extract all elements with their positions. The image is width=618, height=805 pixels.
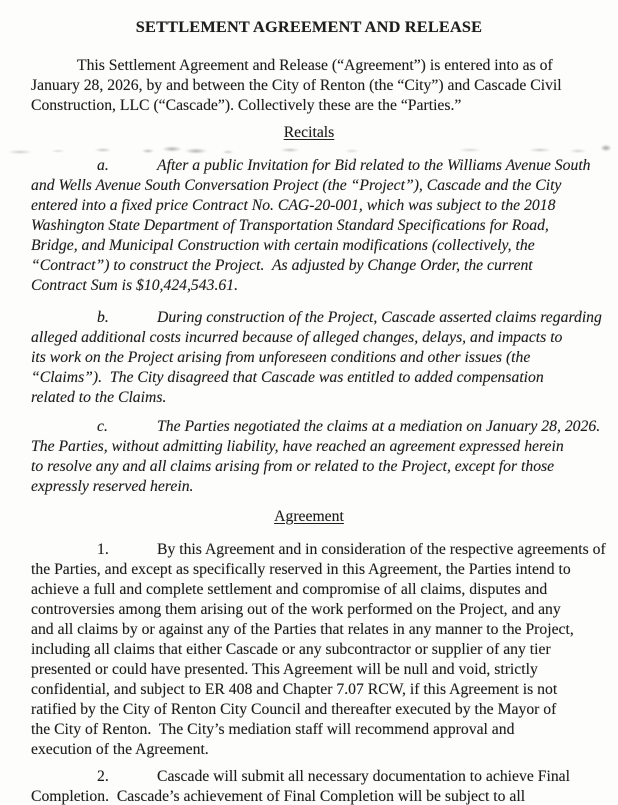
- paragraph-line: execution of the Agreement.: [31, 741, 209, 758]
- paragraph-line: [31, 417, 601, 437]
- paragraph-text: By this Agreement and in consideration of the respective agreements of: [157, 541, 606, 558]
- paragraph-line: “Contract”) to construct the Project. As adjusted by Change Order, the current: [31, 257, 533, 274]
- paragraph-line: including all claims that either Cascade or any subcontractor or supplier of any tier: [31, 641, 551, 658]
- intro-paragraph: [31, 56, 587, 116]
- paragraph-line: related to the Claims.: [31, 389, 167, 406]
- paragraph-text: Cascade will submit all necessary documentation to achieve Final: [157, 768, 570, 785]
- paragraph-line: Bridge, and Municipal Construction with certain modifications (collectively, the: [31, 237, 535, 254]
- paragraph-marker: 1.: [97, 541, 109, 558]
- recital-paragraph-b: [31, 308, 602, 408]
- paragraph-line: achieve a full and complete settlement and compromise of all claims, disputes and: [31, 581, 548, 598]
- recital-paragraph-c: [31, 417, 601, 497]
- paragraph-line: [31, 156, 591, 176]
- paragraph-text: After a public Invitation for Bid related to the Williams Avenue South: [157, 157, 591, 174]
- paragraph-line: presented or could have presented. This Agreement will be null and void, strictly: [31, 661, 538, 678]
- document-title: SETTLEMENT AGREEMENT AND RELEASE: [135, 17, 483, 36]
- paragraph-marker: a.: [97, 157, 109, 174]
- paragraph-line: alleged additional costs incurred because of alleged changes, delays, and impacts to: [31, 329, 563, 346]
- paragraph-line: Completion. Cascade’s achievement of Final Completion will be subject to all: [31, 788, 526, 805]
- paragraph-line: The Parties, without admitting liability, have reached an agreement expressed herein: [31, 438, 564, 455]
- paragraph-line: Construction, LLC (“Cascade”). Collectively these are the “Parties.”: [31, 97, 462, 114]
- paragraph-line: [31, 767, 587, 787]
- paragraph-line: Contract Sum is $10,424,543.61.: [31, 277, 238, 294]
- paragraph-line: [31, 308, 602, 328]
- paragraph-line: ratified by the City of Renton City Council and thereafter executed by the Mayor of: [31, 701, 557, 718]
- agreement-paragraph-2: [31, 767, 587, 805]
- paragraph-line: and all claims by or against any of the Parties that relates in any manner to the Project,: [31, 621, 574, 638]
- paragraph-marker: b.: [97, 309, 109, 326]
- paragraph-line: the Parties, and except as specifically reserved in this Agreement, the Parties intend to: [31, 561, 571, 578]
- recitals-heading: Recitals: [283, 124, 335, 141]
- paragraph-line: [31, 540, 606, 560]
- agreement-paragraph-1: [31, 540, 606, 760]
- paragraph-marker: 2.: [97, 768, 109, 785]
- paragraph-line: entered into a fixed price Contract No. CAG-20-001, which was subject to the 2018: [31, 197, 556, 214]
- paragraph-line: This Settlement Agreement and Release (“Agreement”) is entered into as of: [77, 57, 553, 74]
- agreement-heading: Agreement: [274, 508, 344, 525]
- paragraph-line: Washington State Department of Transportation Standard Specifications for Road,: [31, 217, 549, 234]
- paragraph-marker: c.: [97, 418, 108, 435]
- paragraph-line: to resolve any and all claims arising from or related to the Project, except for those: [31, 458, 555, 475]
- recital-paragraph-a: [31, 156, 591, 296]
- paragraph-line: the City of Renton. The City’s mediation staff will recommend approval and: [31, 721, 515, 738]
- paragraph-line: and Wells Avenue South Conversation Project (the “Project”), Cascade and the City: [31, 177, 562, 194]
- paragraph-line: its work on the Project arising from unforeseen conditions and other issues (the: [31, 349, 531, 366]
- paragraph-line: expressly reserved herein.: [31, 478, 194, 495]
- paragraph-text: The Parties negotiated the claims at a mediation on January 28, 2026.: [157, 418, 601, 435]
- paragraph-line: confidential, and subject to ER 408 and Chapter 7.07 RCW, if this Agreement is not: [31, 681, 558, 698]
- paragraph-line: January 28, 2026, by and between the City of Renton (the “City”) and Cascade Civil: [31, 77, 562, 94]
- paragraph-text: During construction of the Project, Cascade asserted claims regarding: [157, 309, 602, 326]
- paragraph-line: “Claims”). The City disagreed that Cascade was entitled to added compensation: [31, 369, 544, 386]
- paragraph-line: controversies among them arising out of the work performed on the Project, and any: [31, 601, 561, 618]
